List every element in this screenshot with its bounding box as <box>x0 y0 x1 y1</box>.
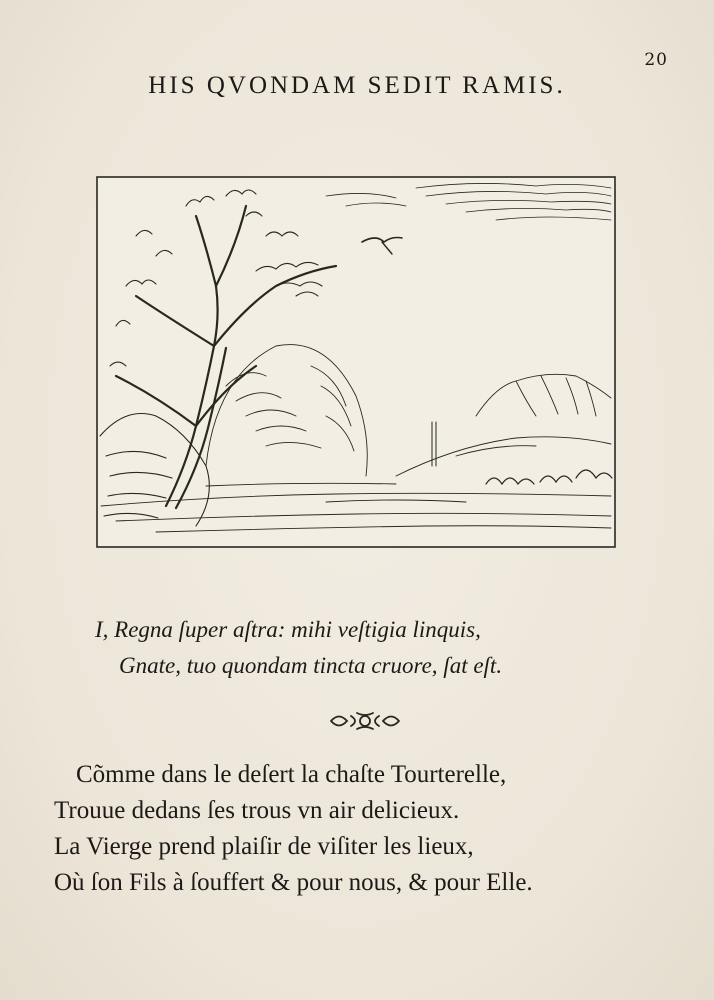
french-verse-line: Où ſon Fils à ſouffert & pour nous, & pour Elle. <box>54 869 533 896</box>
fleuron-ornament-icon <box>327 708 403 734</box>
engraving-landscape <box>96 176 616 548</box>
french-verse-line: Cõmme dans le deſert la chaſte Tourterelle, <box>76 761 507 788</box>
french-verse <box>54 757 694 901</box>
page-number: 20 <box>644 50 668 70</box>
french-verse-line: Trouue dedans ſes trous vn air delicieux. <box>54 797 460 824</box>
latin-verse-line: I, Regna ſuper aſtra: mihi veſtigia linquis, <box>95 617 481 642</box>
emblem-motto: HIS QVONDAM SEDIT RAMIS. <box>148 72 566 99</box>
french-verse-line: La Vierge prend plaiſir de viſiter les lieux, <box>54 833 474 860</box>
latin-verse <box>95 612 655 684</box>
latin-verse-line: Gnate, tuo quondam tincta cruore, ſat eſt. <box>119 653 503 678</box>
